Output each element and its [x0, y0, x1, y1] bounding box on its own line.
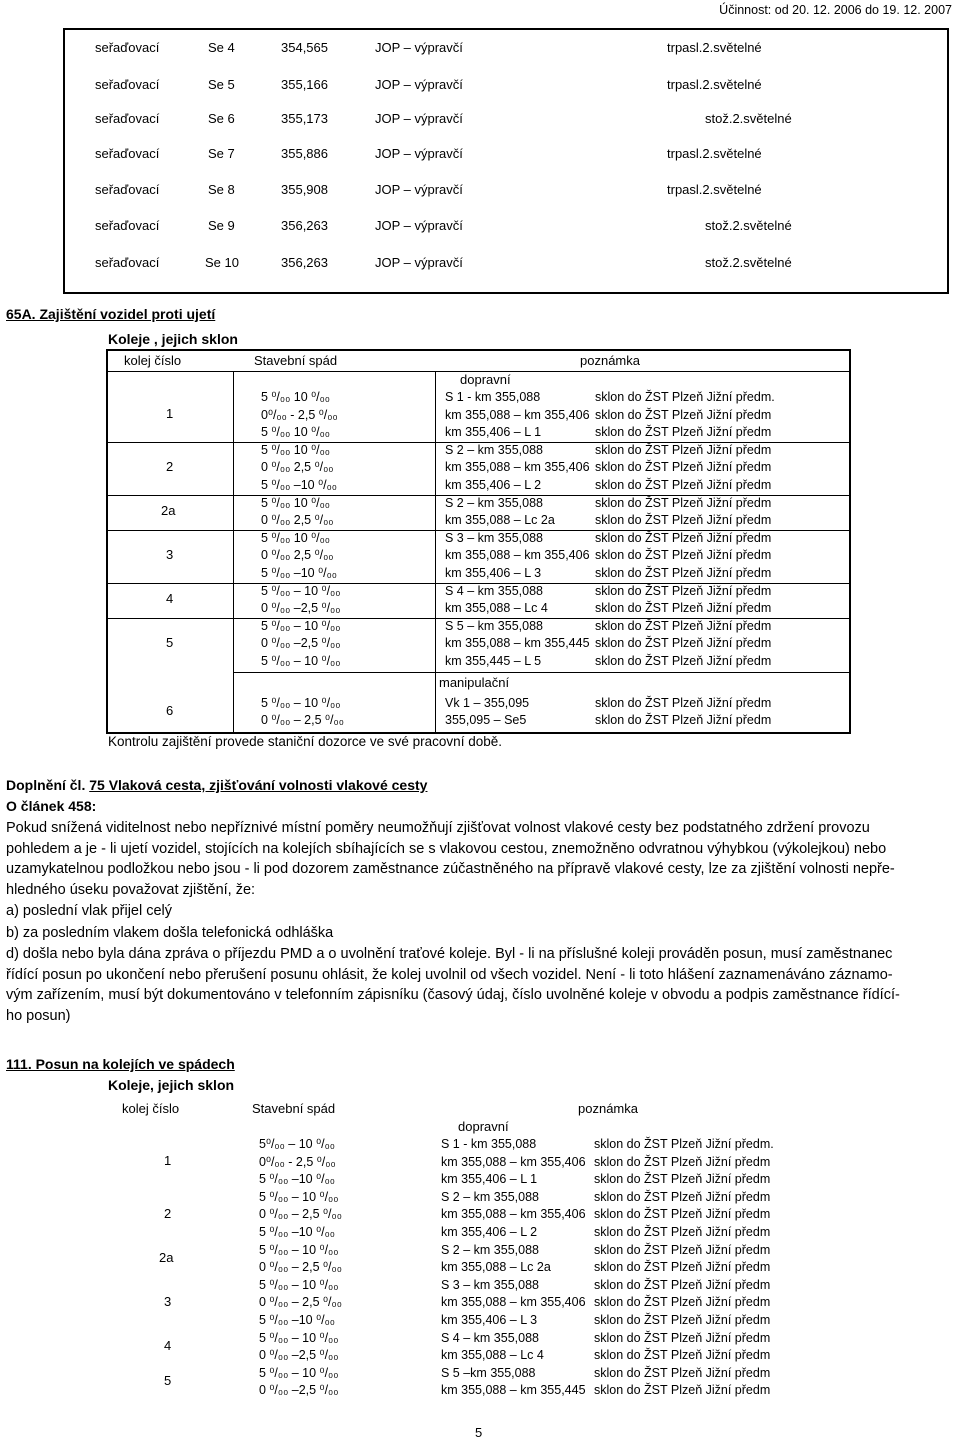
section-111-subtitle: Koleje, jejich sklon [108, 1077, 235, 1093]
slope-value: 5 ⁰/₀₀ – 10 ⁰/₀₀ [259, 1330, 339, 1345]
slope-value: 0 ⁰/₀₀ – 2,5 ⁰/₀₀ [261, 713, 344, 728]
section-manipulacni: manipulační [439, 674, 510, 690]
slope-note: sklon do ŽST Plzeň Jižní předm [594, 1207, 771, 1222]
track-number: 2 [166, 459, 174, 475]
location: S 2 – km 355,088 [441, 1189, 539, 1204]
slope-value: 0 ⁰/₀₀ 2,5 ⁰/₀₀ [261, 548, 334, 563]
signal-name: Se 8 [208, 182, 235, 197]
slope-note: sklon do ŽST Plzeň Jižní předm [594, 1260, 771, 1275]
slope-note: sklon do ŽST Plzeň Jižní předm [595, 478, 772, 492]
slope-value: 5 ⁰/₀₀ – 10 ⁰/₀₀ [261, 618, 341, 633]
slope-note: sklon do ŽST Plzeň Jižní předm [594, 1313, 771, 1327]
location: S 4 – km 355,088 [441, 1330, 539, 1345]
slope-table-111 [106, 1099, 847, 1409]
amendment-body [0, 818, 960, 1026]
slope-value: 5 ⁰/₀₀ 10 ⁰/₀₀ [261, 390, 330, 404]
header-track: kolej číslo [122, 1101, 180, 1116]
signal-operator: JOP – výpravčí [375, 146, 463, 161]
signal-light: stož.2.světelné [705, 218, 792, 233]
slope-value: 0 ⁰/₀₀ –2,5 ⁰/₀₀ [259, 1348, 339, 1363]
col-divider [435, 371, 436, 732]
header-slope: Stavební spád [254, 353, 338, 368]
header-slope: Stavební spád [252, 1101, 336, 1116]
location: km 355,088 – km 355,406 [441, 1295, 586, 1310]
slope-note: sklon do ŽST Plzeň Jižní předm [595, 713, 772, 728]
slope-value: 5 ⁰/₀₀ –10 ⁰/₀₀ [261, 566, 337, 580]
slope-note: sklon do ŽST Plzeň Jižní předm [595, 425, 772, 440]
amendment-prefix: Doplnění čl. [6, 777, 90, 793]
control-note: Kontrolu zajištění provede staniční dozorce ve své pracovní době. [108, 734, 502, 749]
col-divider [233, 371, 234, 732]
location: km 355,088 – km 355,445 [441, 1383, 586, 1398]
location: km 355,088 – Lc 2a [441, 1260, 551, 1275]
slope-value: 5 ⁰/₀₀ – 10 ⁰/₀₀ [261, 583, 341, 598]
slope-value: 0⁰/₀₀ - 2,5 ⁰/₀₀ [261, 407, 338, 422]
slope-note: sklon do ŽST Plzeň Jižní předm. [595, 390, 775, 404]
location: S 3 – km 355,088 [445, 530, 543, 545]
location: S 2 – km 355,088 [445, 495, 543, 510]
location: S 1 - km 355,088 [441, 1137, 537, 1151]
amendment-title [6, 777, 427, 793]
slope-value: 0 ⁰/₀₀ 2,5 ⁰/₀₀ [261, 460, 334, 475]
slope-value: 5 ⁰/₀₀ 10 ⁰/₀₀ [261, 425, 330, 440]
track-number: 5 [166, 635, 174, 651]
signal-operator: JOP – výpravčí [375, 40, 463, 55]
slope-note: sklon do ŽST Plzeň Jižní předm [595, 618, 772, 633]
validity-period: Účinnost: od 20. 12. 2006 do 19. 12. 2007 [719, 3, 952, 17]
signal-operator: JOP – výpravčí [375, 111, 463, 126]
location: km 355,406 – L 2 [445, 478, 542, 492]
slope-note: sklon do ŽST Plzeň Jižní předm [594, 1277, 771, 1292]
location: km 355,088 – km 355,406 [445, 407, 590, 422]
slope-note: sklon do ŽST Plzeň Jižní předm [594, 1242, 771, 1257]
location: km 355,088 – km 355,406 [445, 460, 590, 475]
paragraph-line: pohledem a je - li ujetí vozidel, stojících na kolejích sbíhajících se s vlakovou cestou, znemožněno odvratnou výhybkou (výkolejkou) nebo [6, 840, 887, 857]
location: km 355,406 – L 2 [441, 1225, 538, 1239]
slope-note: sklon do ŽST Plzeň Jižní předm [594, 1383, 771, 1398]
location: km 355,406 – L 1 [441, 1172, 538, 1187]
track-number: 5 [164, 1373, 172, 1389]
paragraph-line: d) došla nebo byla dána zpráva o příjezdu PMD a o uvolnění traťové koleje. Byl - li na příslušné koleji prováděn posun, musí zaměstnanec [6, 946, 893, 962]
signal-type: seřaďovací [95, 146, 160, 161]
slope-value: 5 ⁰/₀₀ – 10 ⁰/₀₀ [259, 1277, 339, 1292]
signal-km: 354,565 [281, 40, 328, 55]
slope-note: sklon do ŽST Plzeň Jižní předm [595, 654, 772, 668]
signal-type: seřaďovací [95, 255, 160, 270]
slope-value: 5 ⁰/₀₀ 10 ⁰/₀₀ [261, 530, 330, 545]
location: km 355,088 – km 355,406 [445, 548, 590, 563]
location: S 2 – km 355,088 [445, 442, 543, 457]
header-track: kolej číslo [124, 353, 182, 368]
signal-light: trpasl.2.světelné [667, 182, 762, 197]
track-number: 1 [164, 1153, 172, 1169]
slope-table-65a [106, 349, 851, 734]
location: km 355,088 – Lc 4 [445, 601, 548, 616]
track-number: 4 [166, 591, 174, 607]
location: km 355,088 – Lc 2a [445, 513, 555, 528]
signal-table [63, 28, 949, 294]
signal-name: Se 5 [208, 77, 235, 92]
signal-type: seřaďovací [95, 40, 160, 55]
signal-row [65, 216, 947, 236]
section-65a-subtitle: Koleje , jejich sklon [108, 331, 238, 347]
slope-value: 0 ⁰/₀₀ – 2,5 ⁰/₀₀ [259, 1260, 342, 1275]
track-number: 2 [164, 1206, 172, 1222]
signal-operator: JOP – výpravčí [375, 182, 463, 197]
header-note: poznámka [578, 1101, 638, 1116]
slope-value: 0 ⁰/₀₀ –2,5 ⁰/₀₀ [259, 1383, 339, 1398]
location: S 3 – km 355,088 [441, 1277, 539, 1292]
slope-value: 5 ⁰/₀₀ – 10 ⁰/₀₀ [259, 1242, 339, 1257]
slope-note: sklon do ŽST Plzeň Jižní předm [595, 566, 772, 580]
slope-note: sklon do ŽST Plzeň Jižní předm [595, 530, 772, 545]
slope-note: sklon do ŽST Plzeň Jižní předm [595, 513, 772, 528]
signal-row [65, 75, 947, 95]
track-number: 1 [166, 406, 174, 422]
section-111-title: 111. Posun na kolejích ve spádech [6, 1056, 235, 1072]
slope-value: 5 ⁰/₀₀ – 10 ⁰/₀₀ [261, 695, 341, 710]
signal-name: Se 9 [208, 218, 235, 233]
location: S 2 – km 355,088 [441, 1242, 539, 1257]
signal-row [65, 253, 947, 273]
signal-name: Se 4 [208, 40, 235, 55]
signal-operator: JOP – výpravčí [375, 77, 463, 92]
slope-note: sklon do ŽST Plzeň Jižní předm [594, 1330, 771, 1345]
paragraph-line: uzamykatelnou podložkou nebo jsou - li pod dozorem zaměstnance zúčastněného na přípravě vlakové cesty, lze za zjištění volnosti nepře- [6, 861, 895, 877]
slope-value: 0 ⁰/₀₀ 2,5 ⁰/₀₀ [261, 513, 334, 528]
signal-row [65, 109, 947, 129]
signal-name: Se 10 [205, 255, 239, 270]
section-65a-title: 65A. Zajištění vozidel proti ujetí [6, 306, 216, 322]
signal-light: trpasl.2.světelné [667, 146, 762, 161]
slope-value: 0 ⁰/₀₀ –2,5 ⁰/₀₀ [261, 636, 341, 651]
paragraph-line: Pokud snížená viditelnost nebo nepříznivé místní poměry neumožňují zjišťovat volnost vlakové cesty bez podstatného zdržení provozu [6, 820, 870, 836]
track-number: 6 [166, 703, 174, 719]
slope-note: sklon do ŽST Plzeň Jižní předm [595, 601, 772, 616]
section-dopravni: dopravní [458, 1119, 509, 1134]
article-label: O článek 458: [6, 798, 97, 814]
location: km 355,088 – Lc 4 [441, 1348, 544, 1363]
slope-value: 5 ⁰/₀₀ –10 ⁰/₀₀ [259, 1313, 335, 1327]
slope-value: 5 ⁰/₀₀ 10 ⁰/₀₀ [261, 495, 330, 510]
signal-row [65, 38, 947, 58]
signal-type: seřaďovací [95, 218, 160, 233]
location: km 355,406 – L 3 [445, 566, 542, 580]
track-number: 3 [164, 1294, 172, 1310]
slope-value: 5⁰/₀₀ – 10 ⁰/₀₀ [259, 1137, 335, 1151]
slope-note: sklon do ŽST Plzeň Jižní předm [595, 548, 772, 563]
paragraph-line: vým zařízením, musí být dokumentováno v telefonním zápisníku (časový údaj, číslo uvolněné koleje v obvodu a podpis zaměstnance řídící- [6, 987, 900, 1003]
slope-note: sklon do ŽST Plzeň Jižní předm [594, 1172, 771, 1187]
slope-note: sklon do ŽST Plzeň Jižní předm [595, 583, 772, 598]
slope-note: sklon do ŽST Plzeň Jižní předm [594, 1365, 771, 1380]
signal-operator: JOP – výpravčí [375, 218, 463, 233]
location: km 355,445 – L 5 [445, 654, 542, 668]
location: km 355,088 – km 355,406 [441, 1154, 586, 1169]
location: km 355,406 – L 3 [441, 1313, 538, 1327]
signal-name: Se 7 [208, 146, 235, 161]
signal-row [65, 144, 947, 164]
signal-light: stož.2.světelné [705, 255, 792, 270]
signal-km: 355,908 [281, 182, 328, 197]
slope-note: sklon do ŽST Plzeň Jižní předm [595, 695, 772, 710]
paragraph-line: a) poslední vlak přijel celý [6, 903, 173, 919]
slope-note: sklon do ŽST Plzeň Jižní předm [594, 1348, 771, 1363]
signal-km: 355,886 [281, 146, 328, 161]
slope-note: sklon do ŽST Plzeň Jižní předm [594, 1189, 771, 1204]
track-number: 2a [159, 1250, 174, 1266]
signal-name: Se 6 [208, 111, 235, 126]
location: 355,095 – Se5 [445, 713, 527, 728]
signal-type: seřaďovací [95, 77, 160, 92]
slope-value: 5 ⁰/₀₀ – 10 ⁰/₀₀ [259, 1189, 339, 1204]
paragraph-line: řídící posun po ukončení nebo přerušení posunu ohlásit, že kolej uvolnil od všech vozidel. Není - li toto hlášení zaznamenáváno záznamo- [6, 966, 893, 983]
track-number: 2a [161, 503, 176, 519]
slope-value: 0⁰/₀₀ - 2,5 ⁰/₀₀ [259, 1154, 336, 1169]
slope-value: 0 ⁰/₀₀ – 2,5 ⁰/₀₀ [259, 1207, 342, 1222]
slope-note: sklon do ŽST Plzeň Jižní předm [595, 636, 772, 651]
signal-km: 355,166 [281, 77, 328, 92]
slope-value: 0 ⁰/₀₀ –2,5 ⁰/₀₀ [261, 601, 341, 616]
location: S 4 – km 355,088 [445, 583, 543, 598]
signal-light: stož.2.světelné [705, 111, 792, 126]
slope-value: 5 ⁰/₀₀ –10 ⁰/₀₀ [259, 1225, 335, 1239]
signal-light: trpasl.2.světelné [667, 40, 762, 55]
signal-row [65, 180, 947, 200]
slope-note: sklon do ŽST Plzeň Jižní předm [595, 460, 772, 475]
section-divider [233, 672, 849, 673]
section-dopravni: dopravní [460, 372, 511, 387]
location: S 5 –km 355,088 [441, 1365, 536, 1380]
slope-note: sklon do ŽST Plzeň Jižní předm [595, 407, 772, 422]
location: km 355,088 – km 355,406 [441, 1207, 586, 1222]
header-note: poznámka [580, 353, 640, 368]
signal-km: 356,263 [281, 218, 328, 233]
paragraph-line: ho posun) [6, 1007, 71, 1024]
slope-value: 5 ⁰/₀₀ –10 ⁰/₀₀ [259, 1172, 335, 1187]
track-number: 4 [164, 1338, 172, 1354]
location: S 1 - km 355,088 [445, 390, 541, 404]
slope-value: 0 ⁰/₀₀ – 2,5 ⁰/₀₀ [259, 1295, 342, 1310]
slope-note: sklon do ŽST Plzeň Jižní předm [594, 1154, 771, 1169]
location: km 355,088 – km 355,445 [445, 636, 590, 651]
paragraph-line: hledného úseku považovat zjištění, že: [6, 881, 256, 898]
amendment-title-text: 75 Vlaková cesta, zjišťování volnosti vlakové cesty [89, 777, 428, 793]
slope-note: sklon do ŽST Plzeň Jižní předm [594, 1225, 771, 1239]
track-number: 3 [166, 547, 174, 563]
slope-value: 5 ⁰/₀₀ –10 ⁰/₀₀ [261, 478, 337, 492]
location: Vk 1 – 355,095 [445, 695, 530, 710]
slope-note: sklon do ŽST Plzeň Jižní předm. [594, 1137, 774, 1151]
signal-type: seřaďovací [95, 111, 160, 126]
location: S 5 – km 355,088 [445, 618, 543, 633]
signal-operator: JOP – výpravčí [375, 255, 463, 270]
signal-type: seřaďovací [95, 182, 160, 197]
location: km 355,406 – L 1 [445, 425, 542, 440]
slope-note: sklon do ŽST Plzeň Jižní předm [595, 442, 772, 457]
page-number: 5 [475, 1425, 483, 1440]
signal-km: 355,173 [281, 111, 328, 126]
signal-km: 356,263 [281, 255, 328, 270]
signal-light: trpasl.2.světelné [667, 77, 762, 92]
slope-note: sklon do ŽST Plzeň Jižní předm [594, 1295, 771, 1310]
slope-value: 5 ⁰/₀₀ 10 ⁰/₀₀ [261, 442, 330, 457]
paragraph-line: b) za posledním vlakem došla telefonická odhláška [6, 924, 334, 941]
slope-value: 5 ⁰/₀₀ – 10 ⁰/₀₀ [261, 654, 341, 668]
slope-value: 5 ⁰/₀₀ – 10 ⁰/₀₀ [259, 1365, 339, 1380]
slope-note: sklon do ŽST Plzeň Jižní předm [595, 495, 772, 510]
